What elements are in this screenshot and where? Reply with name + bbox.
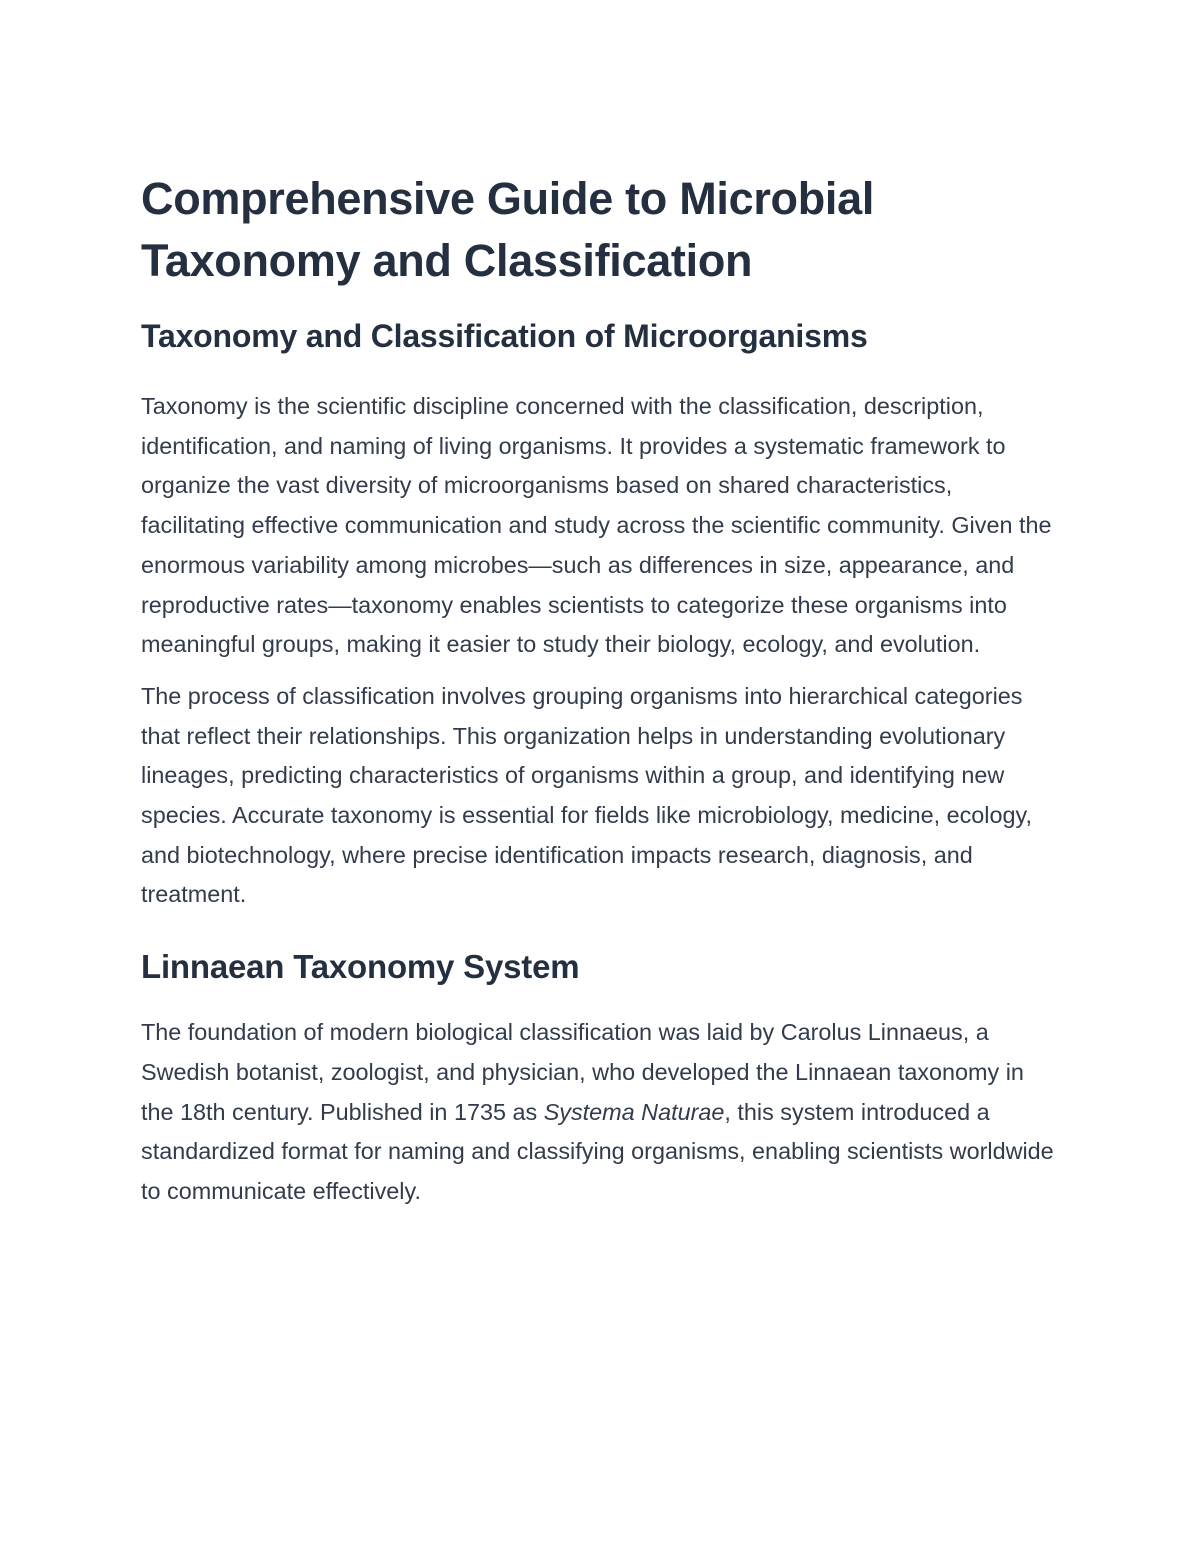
section-taxonomy-classification <box>141 314 1061 915</box>
section-heading: Taxonomy and Classification of Microorganisms <box>141 318 868 354</box>
paragraph-text: The foundation of modern biological classification was laid by Carolus Linnaeus, a Swedish botanist, zoologist, and physician, who developed the Linnaean taxonomy in the 18th century. Published in 1735 as <box>141 1019 1024 1125</box>
paragraph <box>141 1013 1061 1212</box>
paragraph: Taxonomy is the scientific discipline concerned with the classification, description, identification, and naming of living organisms. It provides a systematic framework to organize the vast diversity of microorganisms based on shared characteristics, facilitating effective communication and study across the scientific community. Given the enormous variability among microbes—such as differences in size, appearance, and reproductive rates—taxonomy enables scientists to categorize these organisms into meaningful groups, making it easier to study their biology, ecology, and evolution. <box>141 393 1052 658</box>
paragraph-text: , this system introduced a standardized format for naming and classifying organisms, enabling scientists worldwide to communicate effectively. <box>141 1098 1054 1204</box>
document-title: Comprehensive Guide to Microbial Taxonomy and Classification <box>141 173 875 286</box>
section-heading: Linnaean Taxonomy System <box>141 948 580 986</box>
section-linnaean-taxonomy <box>141 945 1061 1212</box>
paragraph: The process of classification involves grouping organisms into hierarchical categories that reflect their relationships. This organization helps in understanding evolutionary lineages, predicting characteristics of organisms within a group, and identifying new species. Accurate taxonomy is essential for fields like microbiology, medicine, ecology, and biotechnology, where precise identification impacts research, diagnosis, and treatment. <box>141 682 1032 908</box>
document-page <box>141 168 1061 1212</box>
italic-title: Systema Naturae <box>543 1098 725 1125</box>
